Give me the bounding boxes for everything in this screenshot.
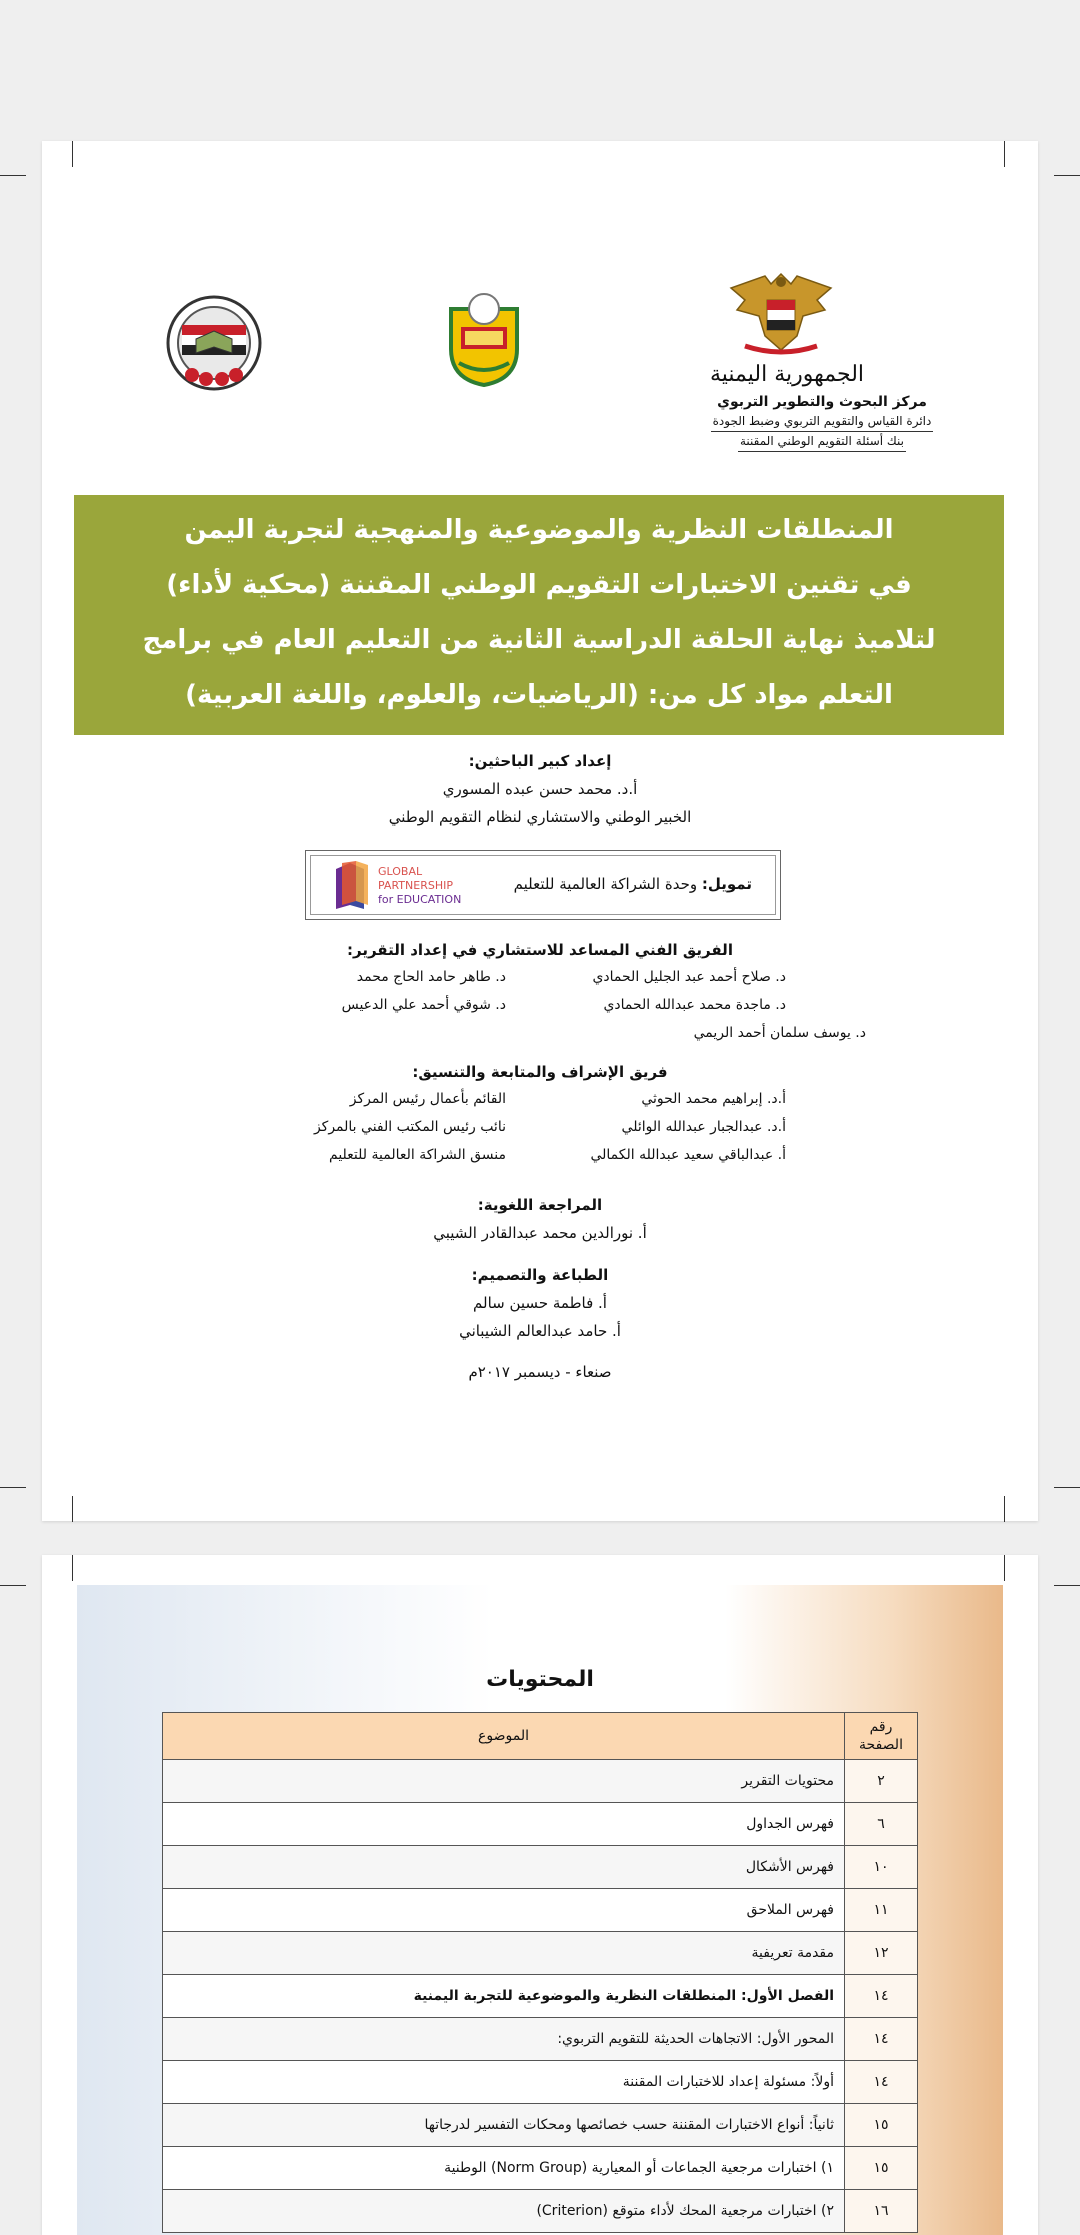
page-number-cell: ١٥ <box>845 2104 918 2147</box>
topic-cell: فهرس الجداول <box>163 1803 845 1846</box>
table-row <box>163 2147 918 2190</box>
funding-box <box>305 850 781 920</box>
page-number-header: رقم الصفحة <box>845 1713 918 1760</box>
topic-cell: أولاً: مسئولة إعداد للاختبارات المقننة <box>163 2061 845 2104</box>
tech-team-left-column <box>342 963 506 1019</box>
team-member: د. صلاح أحمد عبد الجليل الحمادي <box>592 969 786 985</box>
topic-cell: فهرس الأشكال <box>163 1846 845 1889</box>
title-line-1: المنطلقات النظرية والموضوعية والمنهجية لتجربة اليمن <box>184 515 894 545</box>
crop-mark <box>1004 1496 1005 1522</box>
table-row <box>163 2061 918 2104</box>
contents-title: المحتويات <box>486 1667 594 1692</box>
title-line-3: لتلاميذ نهاية الحلقة الدراسية الثانية من التعليم العام في برامج <box>142 625 936 655</box>
supervisor-name: أ.د. إبراهيم محمد الحوثي <box>641 1091 786 1107</box>
topic-cell: المحور الأول: الاتجاهات الحديثة للتقويم التربوي: <box>163 2018 845 2061</box>
gpe-logo-text: GLOBAL PARTNERSHIP for EDUCATION <box>378 865 462 906</box>
page-number-cell: ١٤ <box>845 2018 918 2061</box>
page-number-cell: ١٠ <box>845 1846 918 1889</box>
team-member: د. يوسف سلمان أحمد الريمي <box>693 1025 866 1041</box>
team-member: د. شوقي أحمد علي الدعيس <box>341 997 506 1013</box>
topic-cell: مقدمة تعريفية <box>163 1932 845 1975</box>
erdc-logo <box>162 293 266 393</box>
author-role: الخبير الوطني والاستشاري لنظام التقويم الوطني <box>388 808 692 826</box>
table-row <box>163 1803 918 1846</box>
funding-text: تمويل: وحدة الشراكة العالمية للتعليم <box>513 875 752 893</box>
title-line-4: التعلم مواد كل من: (الرياضيات، والعلوم، واللغة العربية) <box>185 680 893 710</box>
page-number-cell: ١٦ <box>845 2190 918 2233</box>
emblem-caption: الجمهورية اليمنية <box>709 362 865 387</box>
table-row <box>163 2018 918 2061</box>
contents-page <box>42 1555 1038 2235</box>
topic-cell: ثانياً: أنواع الاختبارات المقننة حسب خصائصها ومحكات التفسير لدرجاتها <box>163 2104 845 2147</box>
table-row <box>163 1846 918 1889</box>
author-name: أ.د. محمد حسن عبده المسوري <box>442 780 638 798</box>
review-block <box>42 1191 1038 1247</box>
department-name: دائرة القياس والتقويم التربوي وضبط الجودة <box>682 412 962 432</box>
crop-mark <box>1004 141 1005 167</box>
page-number-cell: ١١ <box>845 1889 918 1932</box>
table-row <box>163 1975 918 2018</box>
report-title-banner <box>74 495 1004 735</box>
page-number-cell: ١٢ <box>845 1932 918 1975</box>
page-number-cell: ١٤ <box>845 1975 918 2018</box>
crop-mark <box>1054 1487 1080 1488</box>
title-line-2: في تقنين الاختبارات التقويم الوطني المقننة (محكية لأداء) <box>166 570 912 600</box>
topic-cell: ٢) اختبارات مرجعية المحك لأداء متوقع (Criterion) <box>163 2190 845 2233</box>
supervision-names <box>590 1085 786 1169</box>
crop-mark <box>0 175 26 176</box>
table-row <box>163 2190 918 2233</box>
supervisor-name: أ. عبدالباقي سعيد عبدالله الكمالي <box>590 1147 786 1163</box>
designer-name: أ. حامد عبدالعالم الشيباني <box>459 1322 621 1340</box>
republic-eagle-emblem <box>725 266 837 356</box>
crop-mark <box>1004 1555 1005 1581</box>
ministry-shield-logo <box>445 289 523 387</box>
page-number-cell: ١٤ <box>845 2061 918 2104</box>
team-member: د. ماجدة محمد عبدالله الحمادي <box>603 997 786 1013</box>
topic-header: الموضوع <box>163 1713 845 1760</box>
crop-mark <box>72 1555 73 1581</box>
supervision-heading: فريق الإشراف والمتابعة والتنسيق: <box>412 1063 668 1081</box>
supervisor-name: أ.د. عبدالجبار عبدالله الوائلي <box>621 1119 786 1135</box>
supervisor-role: منسق الشراكة العالمية للتعليم <box>329 1147 506 1163</box>
author-block <box>42 747 1038 831</box>
page-number-cell: ٢ <box>845 1760 918 1803</box>
crop-mark <box>1054 1585 1080 1586</box>
crop-mark <box>1054 175 1080 176</box>
page-number-cell: ١٥ <box>845 2147 918 2190</box>
place-date: صنعاء - ديسمبر ٢٠١٧م <box>468 1363 612 1381</box>
review-heading: المراجعة اللغوية: <box>477 1196 603 1214</box>
supervisor-role: القائم بأعمال رئيس المركز <box>349 1091 506 1107</box>
author-heading: إعداد كبير الباحثين: <box>468 752 612 770</box>
printing-block <box>42 1261 1038 1345</box>
table-row <box>163 1889 918 1932</box>
center-name: مركز البحوث والتطوير التربوي <box>717 394 927 410</box>
question-bank-name: بنك أسئلة التقويم الوطني المقننة <box>682 432 962 452</box>
center-header <box>682 393 962 452</box>
printing-heading: الطباعة والتصميم: <box>471 1266 609 1284</box>
topic-cell: محتويات التقرير <box>163 1760 845 1803</box>
report-cover-page <box>42 141 1038 1521</box>
topic-cell: ١) اختبارات مرجعية الجماعات أو المعيارية (Norm Group) الوطنية <box>163 2147 845 2190</box>
table-row <box>163 1932 918 1975</box>
table-row <box>163 2104 918 2147</box>
page-number-cell: ٦ <box>845 1803 918 1846</box>
crop-mark <box>72 141 73 167</box>
designer-name: أ. فاطمة حسين سالم <box>473 1294 607 1312</box>
table-header-row <box>163 1713 918 1760</box>
tech-team-right-column <box>592 963 866 1047</box>
table-row <box>163 1760 918 1803</box>
crop-mark <box>72 1496 73 1522</box>
gpe-book-icon <box>334 861 370 909</box>
topic-cell: فهرس الملاحق <box>163 1889 845 1932</box>
topic-cell: الفصل الأول: المنطلقات النظرية والموضوعية للتجربة اليمنية <box>163 1975 845 2018</box>
team-member: د. طاهر حامد الحاج محمد <box>356 969 506 985</box>
tech-team-heading: الفريق الفني المساعد للاستشاري في إعداد التقرير: <box>347 941 733 959</box>
crop-mark <box>0 1585 26 1586</box>
contents-table <box>162 1712 918 2233</box>
crop-mark <box>0 1487 26 1488</box>
supervisor-role: نائب رئيس المكتب الفني بالمركز <box>313 1119 506 1135</box>
supervision-roles <box>314 1085 506 1169</box>
reviewer-name: أ. نورالدين محمد عبدالقادر الشيبي <box>433 1224 647 1242</box>
